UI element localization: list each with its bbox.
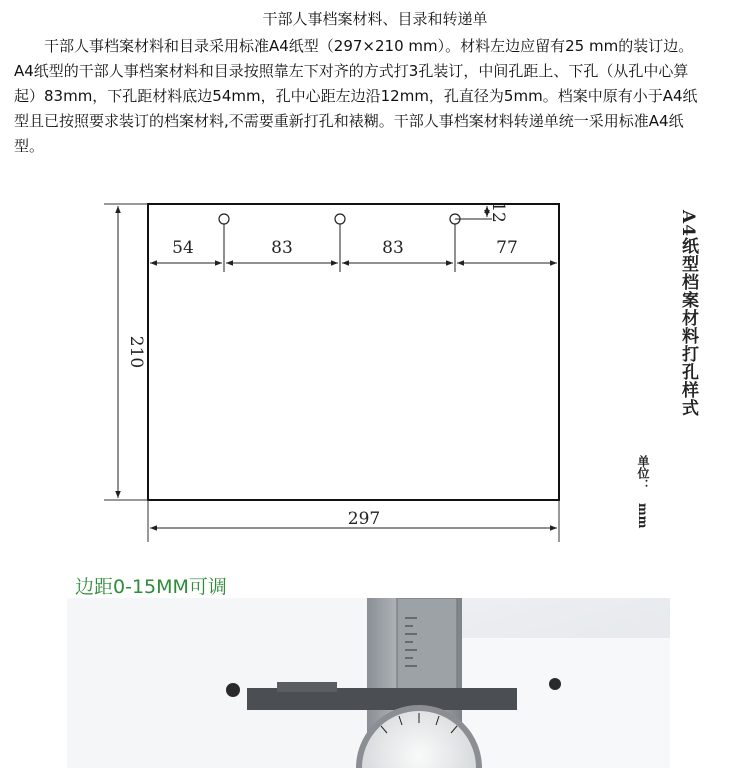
caliper-photo xyxy=(67,598,670,768)
dim-label-77: 77 xyxy=(496,238,518,258)
caliper-photo-drawing xyxy=(67,598,670,768)
dim-label-83-a: 83 xyxy=(271,238,293,258)
page-title: 干部人事档案材料、目录和转递单 xyxy=(262,10,488,28)
dim-label-210: 210 xyxy=(126,335,146,369)
diagram-side-title: A4纸型档案材料打孔样式 xyxy=(678,210,698,418)
punch-hole-2 xyxy=(335,214,345,224)
photo-hole-1 xyxy=(226,683,240,697)
caliper-slider xyxy=(397,598,457,693)
dim-label-297: 297 xyxy=(347,509,381,529)
punch-hole-1 xyxy=(219,214,229,224)
photo-hole-2 xyxy=(549,678,561,690)
dim-label-83-b: 83 xyxy=(382,238,404,258)
caliper-jaw-tip xyxy=(277,682,337,692)
unit-value: mm xyxy=(636,503,650,529)
unit-note xyxy=(628,455,652,528)
dim-label-54: 54 xyxy=(172,238,194,258)
dim-label-12: 12 xyxy=(488,201,508,223)
unit-label: 单位： xyxy=(636,455,650,491)
body-paragraph: 干部人事档案材料和目录采用标准A4纸型（297×210 mm）。材料左边应留有25 mm的装订边。A4纸型的干部人事档案材料和目录按照靠左下对齐的方式打3孔装订，中间孔距上、下孔（从孔中心算起）83mm，下孔距材料底边54mm，孔中心距左边沿12mm，孔直径为5mm。档案中原有小于A4纸型且已按照要求装订的档案材料,不需要重新打孔和裱糊。干部人事档案材料转递单统一采用标准A4纸型。 xyxy=(14,37,698,155)
photo-caption: 边距0-15MM可调 xyxy=(75,576,227,598)
